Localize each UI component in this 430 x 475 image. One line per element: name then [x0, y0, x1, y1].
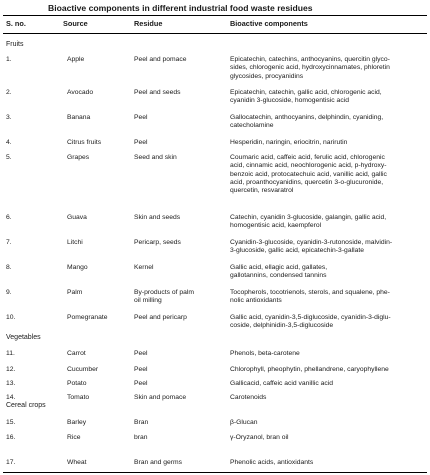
- bioactive-line: quercetin, resvaratrol: [230, 187, 294, 195]
- table-title: Bioactive components in different industrial food waste residues: [48, 3, 313, 13]
- row-number: 7.: [6, 239, 12, 246]
- bioactive-cell: [230, 459, 428, 467]
- bioactive-cell: [230, 239, 428, 256]
- source-cell: Tomato: [67, 394, 90, 401]
- residue-line: Peel: [134, 139, 148, 146]
- bioactive-line: Gallic acid, cyanidin-3,5-diglucoside, cyanidin-3-diglu-: [230, 314, 391, 321]
- residue-line: Peel: [134, 350, 148, 357]
- residue-line: Peel: [134, 114, 148, 121]
- residue-cell: [134, 434, 148, 442]
- bioactive-cell: [230, 314, 428, 331]
- residue-cell: [134, 139, 148, 147]
- bioactive-line: γ-Oryzanol, bran oil: [230, 434, 289, 441]
- bioactive-line: Gallicacid, caffeic acid vanillic acid: [230, 380, 334, 387]
- source-cell: Apple: [67, 56, 85, 63]
- row-number: 10.: [6, 314, 16, 321]
- row-number: 8.: [6, 264, 12, 271]
- source-cell: Carrot: [67, 350, 86, 357]
- residue-cell: [134, 154, 177, 162]
- bioactive-line: Phenolic acids, antioxidants: [230, 459, 314, 466]
- section-label: Vegetables: [6, 334, 41, 341]
- source-cell: Cucumber: [67, 366, 99, 373]
- bioactive-line: glycosides, procyanidins: [230, 72, 304, 80]
- bioactive-line: sides, chlorogenic acid, hydroxycinnamates, phloretin: [230, 64, 390, 72]
- source-cell: Guava: [67, 214, 87, 221]
- residue-cell: [134, 289, 194, 306]
- bioactive-cell: [230, 154, 428, 195]
- bioactive-cell: [230, 56, 428, 81]
- residue-cell: [134, 264, 154, 272]
- bioactive-line: catecholamine: [230, 122, 274, 130]
- row-number: 15.: [6, 419, 16, 426]
- header-source: Source: [63, 19, 88, 28]
- bioactive-line: 3-glucoside, gallic acid, epicatechin-3-gallate: [230, 247, 364, 255]
- source-cell: Mango: [67, 264, 88, 271]
- residue-line: Bran and germs: [134, 459, 183, 466]
- source-cell: Grapes: [67, 154, 90, 161]
- residue-cell: [134, 56, 187, 64]
- bioactive-cell: [230, 434, 428, 442]
- bioactive-line: coside, delphinidin-3,5-diglucoside: [230, 322, 334, 330]
- bioactive-line: Coumaric acid, caffeic acid, ferulic acid, chlorogenic: [230, 154, 385, 161]
- residue-cell: [134, 214, 180, 222]
- bioactive-line: β-Glucan: [230, 419, 258, 426]
- residue-cell: [134, 89, 181, 97]
- row-number: 5.: [6, 154, 12, 161]
- residue-line: Seed and skin: [134, 154, 177, 161]
- source-cell: Wheat: [67, 459, 87, 466]
- row-number: 1.: [6, 56, 12, 63]
- residue-cell: [134, 394, 186, 402]
- bioactive-cell: [230, 264, 428, 281]
- top-rule: [3, 15, 427, 16]
- residue-line: Pericarp, seeds: [134, 239, 181, 246]
- bioactive-line: Phenols, beta-carotene: [230, 350, 300, 357]
- bioactive-line: nolic antioxidants: [230, 297, 282, 305]
- source-cell: Palm: [67, 289, 83, 296]
- bioactive-line: Carotenoids: [230, 394, 267, 401]
- row-number: 11.: [6, 350, 15, 357]
- bottom-rule: [3, 472, 427, 473]
- residue-line: Bran: [134, 419, 149, 426]
- bioactive-cell: [230, 214, 428, 231]
- residue-line: Peel and pericarp: [134, 314, 187, 321]
- residue-cell: [134, 459, 182, 467]
- bioactive-cell: [230, 139, 428, 147]
- source-cell: Citrus fruits: [67, 139, 102, 146]
- residue-line: Peel and seeds: [134, 89, 181, 96]
- residue-cell: [134, 350, 148, 358]
- bioactive-line: gallotannins, condensed tannins: [230, 272, 327, 280]
- residue-line: Peel and pomace: [134, 56, 187, 63]
- bioactive-line: Cyanidin-3-glucoside, cyanidin-3-rutonoside, malvidin-: [230, 239, 393, 246]
- bioactive-line: Catechin, cyanidin 3-glucoside, galangin, gallic acid,: [230, 214, 387, 221]
- row-number: 14.: [6, 394, 16, 401]
- header-bioactive: Bioactive components: [230, 19, 308, 28]
- bioactive-line: Tocopherols, tocotrienols, sterols, and squalene, phe-: [230, 289, 390, 296]
- bioactive-cell: [230, 289, 428, 306]
- bioactive-cell: [230, 380, 428, 388]
- bioactive-line: acid, proanthocyanidins, quercetin 3-o-glucuronide,: [230, 178, 384, 186]
- residue-cell: [134, 239, 181, 247]
- residue-line: Skin and seeds: [134, 214, 181, 221]
- residue-cell: [134, 380, 148, 388]
- source-cell: Barley: [67, 419, 87, 426]
- residue-cell: [134, 419, 148, 427]
- row-number: 16.: [6, 434, 16, 441]
- bioactive-line: cyanidin 3-glucoside, homogentisic acid: [230, 97, 349, 105]
- bioactive-cell: [230, 366, 428, 374]
- bioactive-cell: [230, 394, 428, 402]
- bioactive-cell: [230, 350, 428, 358]
- row-number: 4.: [6, 139, 12, 146]
- source-cell: Rice: [67, 434, 81, 441]
- header-sno: S. no.: [6, 19, 26, 28]
- header-residue: Residue: [134, 19, 163, 28]
- source-cell: Pomegranate: [67, 314, 108, 321]
- row-number: 13.: [6, 380, 16, 387]
- residue-line: Skin and pomace: [134, 394, 187, 401]
- bioactive-line: homogentisic acid, kaempferol: [230, 222, 322, 230]
- row-number: 9.: [6, 289, 12, 296]
- bioactive-line: Hesperidin, naringin, eriocitrin, narirutin: [230, 139, 348, 146]
- bioactive-cell: [230, 419, 428, 427]
- residue-line: Kernel: [134, 264, 154, 271]
- bioactive-cell: [230, 89, 428, 106]
- source-cell: Banana: [67, 114, 91, 121]
- bioactive-line: Epicatechin, catechin, gallic acid, chlorogenic acid,: [230, 89, 382, 96]
- row-number: 3.: [6, 114, 12, 121]
- bioactive-line: Epicatechin, catechins, anthocyanins, quercitin glyco-: [230, 56, 390, 63]
- row-number: 17.: [6, 459, 16, 466]
- header-rule: [3, 33, 427, 34]
- residue-line: By-products of palm: [134, 289, 195, 296]
- residue-line: bran: [134, 434, 148, 441]
- source-cell: Avocado: [67, 89, 94, 96]
- residue-line: Peel: [134, 366, 148, 373]
- bioactive-line: Chlorophyll, pheophytin, phellandrene, caryophyllene: [230, 366, 389, 373]
- bioactive-line: acid, cinnamic acid, neochlorogenic acid, p-hydroxy-: [230, 162, 387, 170]
- row-number: 6.: [6, 214, 12, 221]
- section-label: Cereal crops: [6, 402, 46, 409]
- source-cell: Potato: [67, 380, 87, 387]
- source-cell: Litchi: [67, 239, 83, 246]
- residue-cell: [134, 314, 187, 322]
- bioactive-line: Gallocatechin, anthocyanins, delphindin, cyaniding,: [230, 114, 384, 121]
- bioactive-line: benzoic acid, protocatechuic acid, vanillic acid, gallic: [230, 170, 387, 178]
- residue-cell: [134, 114, 148, 122]
- row-number: 12.: [6, 366, 16, 373]
- residue-line: oil milling: [134, 297, 162, 305]
- bioactive-cell: [230, 114, 428, 131]
- section-label: Fruits: [6, 41, 24, 48]
- residue-line: Peel: [134, 380, 148, 387]
- row-number: 2.: [6, 89, 12, 96]
- residue-cell: [134, 366, 148, 374]
- bioactive-line: Gallic acid, ellagic acid, gallates,: [230, 264, 328, 271]
